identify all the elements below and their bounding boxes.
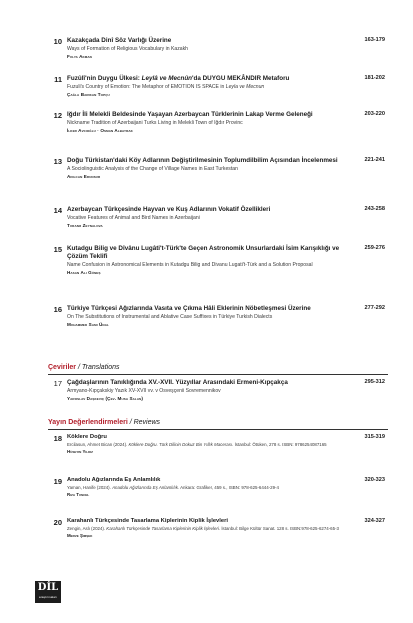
entry-subtitle [67,84,353,91]
entry-title[interactable]: Karahanlı Türkçesinde Tasarlama Kiplerinin Kiplik İşlevleri [67,518,228,524]
journal-logo [35,581,61,603]
reference-italic-part: Karahanlı Türkçesinde Tasarlama Kiplerinin Kiplik İşlevleri [106,526,219,531]
page-range: 277-292 [364,305,385,311]
entry-authors: Muhammed Sami Ünal [67,322,109,327]
entry-body [67,379,353,402]
reference-italic-part: Anadolu Ağızlarında Eş Anlamlılık [112,485,178,490]
entry-number: 11 [54,75,62,84]
entry-number: 16 [53,305,62,314]
entry-number: 19 [53,477,62,486]
entry-number: 14 [53,206,62,215]
reference-part: Zengin, Aslı (2024). [67,526,107,531]
entry-authors: Hasan Ali Güneş [67,270,101,275]
entry-body [67,111,353,134]
page-range: 259-276 [364,245,385,251]
section-divider [48,429,388,430]
entry-authors: Merve Şimşek [67,532,93,538]
entry-body [67,157,353,180]
entry-number: 13 [53,157,62,166]
page-range: 243-258 [364,206,385,212]
section-label-en: Reviews [133,419,161,426]
section-separator: / [127,419,134,426]
section-label: Yayın Değerlendirmeleri [48,419,128,426]
title-part: Fuzûlî'nin Duygu Ülkesi: [67,75,142,82]
page-range: 324-327 [364,518,385,524]
entry-title[interactable]: Iğdır İli Melekli Beldesinde Yaşayan Azerbaycan Türklerinin Lakap Verme Geleneği [67,111,313,118]
entry-body [67,477,353,497]
title-italic-part: Leylâ ve Mecnûn [141,75,193,82]
entry-authors: Rıza Tuncel [67,491,90,497]
section-divider [48,374,388,375]
entry-body [67,245,353,276]
section-heading-reviews [48,419,160,426]
entry-number: 18 [53,434,62,443]
entry-authors: İlker Avcıoğlu · Osman Albayrak [67,128,133,133]
entry-title[interactable]: Türkiye Türkçesi Ağızlarında Vasıta ve Çıkma Hâli Eklerinin Nöbetleşmesi Üzerine [67,305,311,312]
section-label: Çeviriler [48,364,77,371]
translator-name: (Çev. Musa Salan) [104,396,143,401]
reference-italic-part: Köklere Doğru. Türk Dilinin Dokuz Bin Yıllık Macerası [128,442,233,447]
logo-wordmark: DİL [37,582,59,593]
entry-number: 10 [53,37,62,46]
entry-authors: Turanə Zeynalova [67,223,103,228]
entry-number: 17 [53,379,62,388]
entry-subtitle: On The Substitutions of Instrumental and Ablative Case Suffixes in Türkiye Turkish Dialects [67,314,273,320]
subtitle-italic-part: Leyla ve Mecnun [225,84,265,90]
book-reference [67,526,353,532]
entry-title[interactable]: Azerbaycan Türkçesinde Hayvan ve Kuş Adlarının Vokatif Özellikleri [67,206,271,213]
entry-title[interactable]: Çağdaşlarının Tanıklığında XV.-XVII. Yüzyıllar Arasındaki Ermeni-Kıpçakça [67,379,288,386]
book-reference [67,485,353,491]
section-separator: / [76,364,82,371]
entry-authors: Fulya Akman [67,54,92,59]
section-label-en: Translations [81,364,120,371]
entry-title[interactable]: Anadolu Ağızlarında Eş Anlamlılık [67,477,161,483]
entry-subtitle: Ways of Formation of Religious Vocabulary in Kazakh [67,46,188,52]
entry-body [67,206,353,229]
page-range: 221-241 [364,157,385,163]
entry-title[interactable]: Köklere Doğru [67,434,107,440]
page-range: 203-220 [364,111,385,117]
reference-part: Ercilasun, Ahmet Bican (2024). [67,442,129,447]
entry-body [67,37,353,60]
entry-body [67,305,353,328]
entry-title[interactable]: Doğu Türkistan'daki Köy Adlarının Değiştirilmesinin Toplumdilbilim Açısından İncelenmesi [67,157,338,164]
entry-subtitle: Vocative Features of Animal and Bird Names in Azerbaijani [67,215,200,221]
entry-authors: Çağla Barikan Topçu [67,92,110,97]
entry-subtitle: Name Confusion in Astronomical Elements in Kutadgu Bilig and Divanu Lugati't-Türk and a Solution Proposal [67,262,313,268]
book-reference [67,442,353,448]
entry-body [67,75,353,98]
entry-title[interactable]: Kutadgu Bilig ve Dîvânu Lugâti't-Türk'te Geçen Astronomik Unsurlardaki İsim Karışıklığı ve Çözüm Teklifi [67,245,340,260]
logo-tagline: araştırmaları [38,595,58,599]
entry-subtitle: Nickname Tradition of Azerbaijani Turks Living in Melekli Town of Iğdır Provinc [67,120,243,126]
section-heading-translations [48,364,119,371]
page-range: 315-319 [364,434,385,440]
page-range: 320-323 [364,477,385,483]
entry-body [67,518,353,538]
entry-body [67,434,353,454]
entry-subtitle: Armyano-Kıpçakskiy Yazık XV-XVII vv. v Osveşçenii Sovremennikov [67,388,221,394]
entry-subtitle: A Sociolinguistic Analysis of the Change of Village Names in East Turkestan [67,166,238,172]
entry-authors: Adilcan Erunsur [67,174,101,179]
entry-authors [67,396,353,402]
page-range: 163-179 [364,37,385,43]
title-part: 'da DUYGU MEKÂNDIR Metaforu [192,75,290,82]
reference-part: . İstanbul: Bilge Kültür Sanat. 128 s. ISBN:978-625-6274-65-3 [218,526,339,531]
reference-part: . Ankara: Grafiker, 459 s., ISBN: 978-625-6444-29-4 [177,485,279,490]
entry-number: 20 [53,518,62,527]
page-range: 295-312 [364,379,385,385]
reference-part: Yaman, Hanife (2024). [67,485,113,490]
entry-number: 12 [53,111,62,120]
entry-authors: Hüseyin Yıldız [67,448,93,454]
page-range: 181-202 [364,75,385,81]
entry-number: 15 [53,245,62,254]
author-name: Yaroslav Daşkeviç [67,396,105,401]
reference-part: . İstanbul: Ötüken, 278 s. ISBN: 9786254087165 [232,442,327,447]
entry-title[interactable] [67,75,353,83]
entry-title[interactable]: Kazakçada Dinî Söz Varlığı Üzerine [67,37,172,44]
subtitle-part: Fuzuli's Country of Emotion: The Metaphor of EMOTION IS SPACE in [67,84,226,90]
